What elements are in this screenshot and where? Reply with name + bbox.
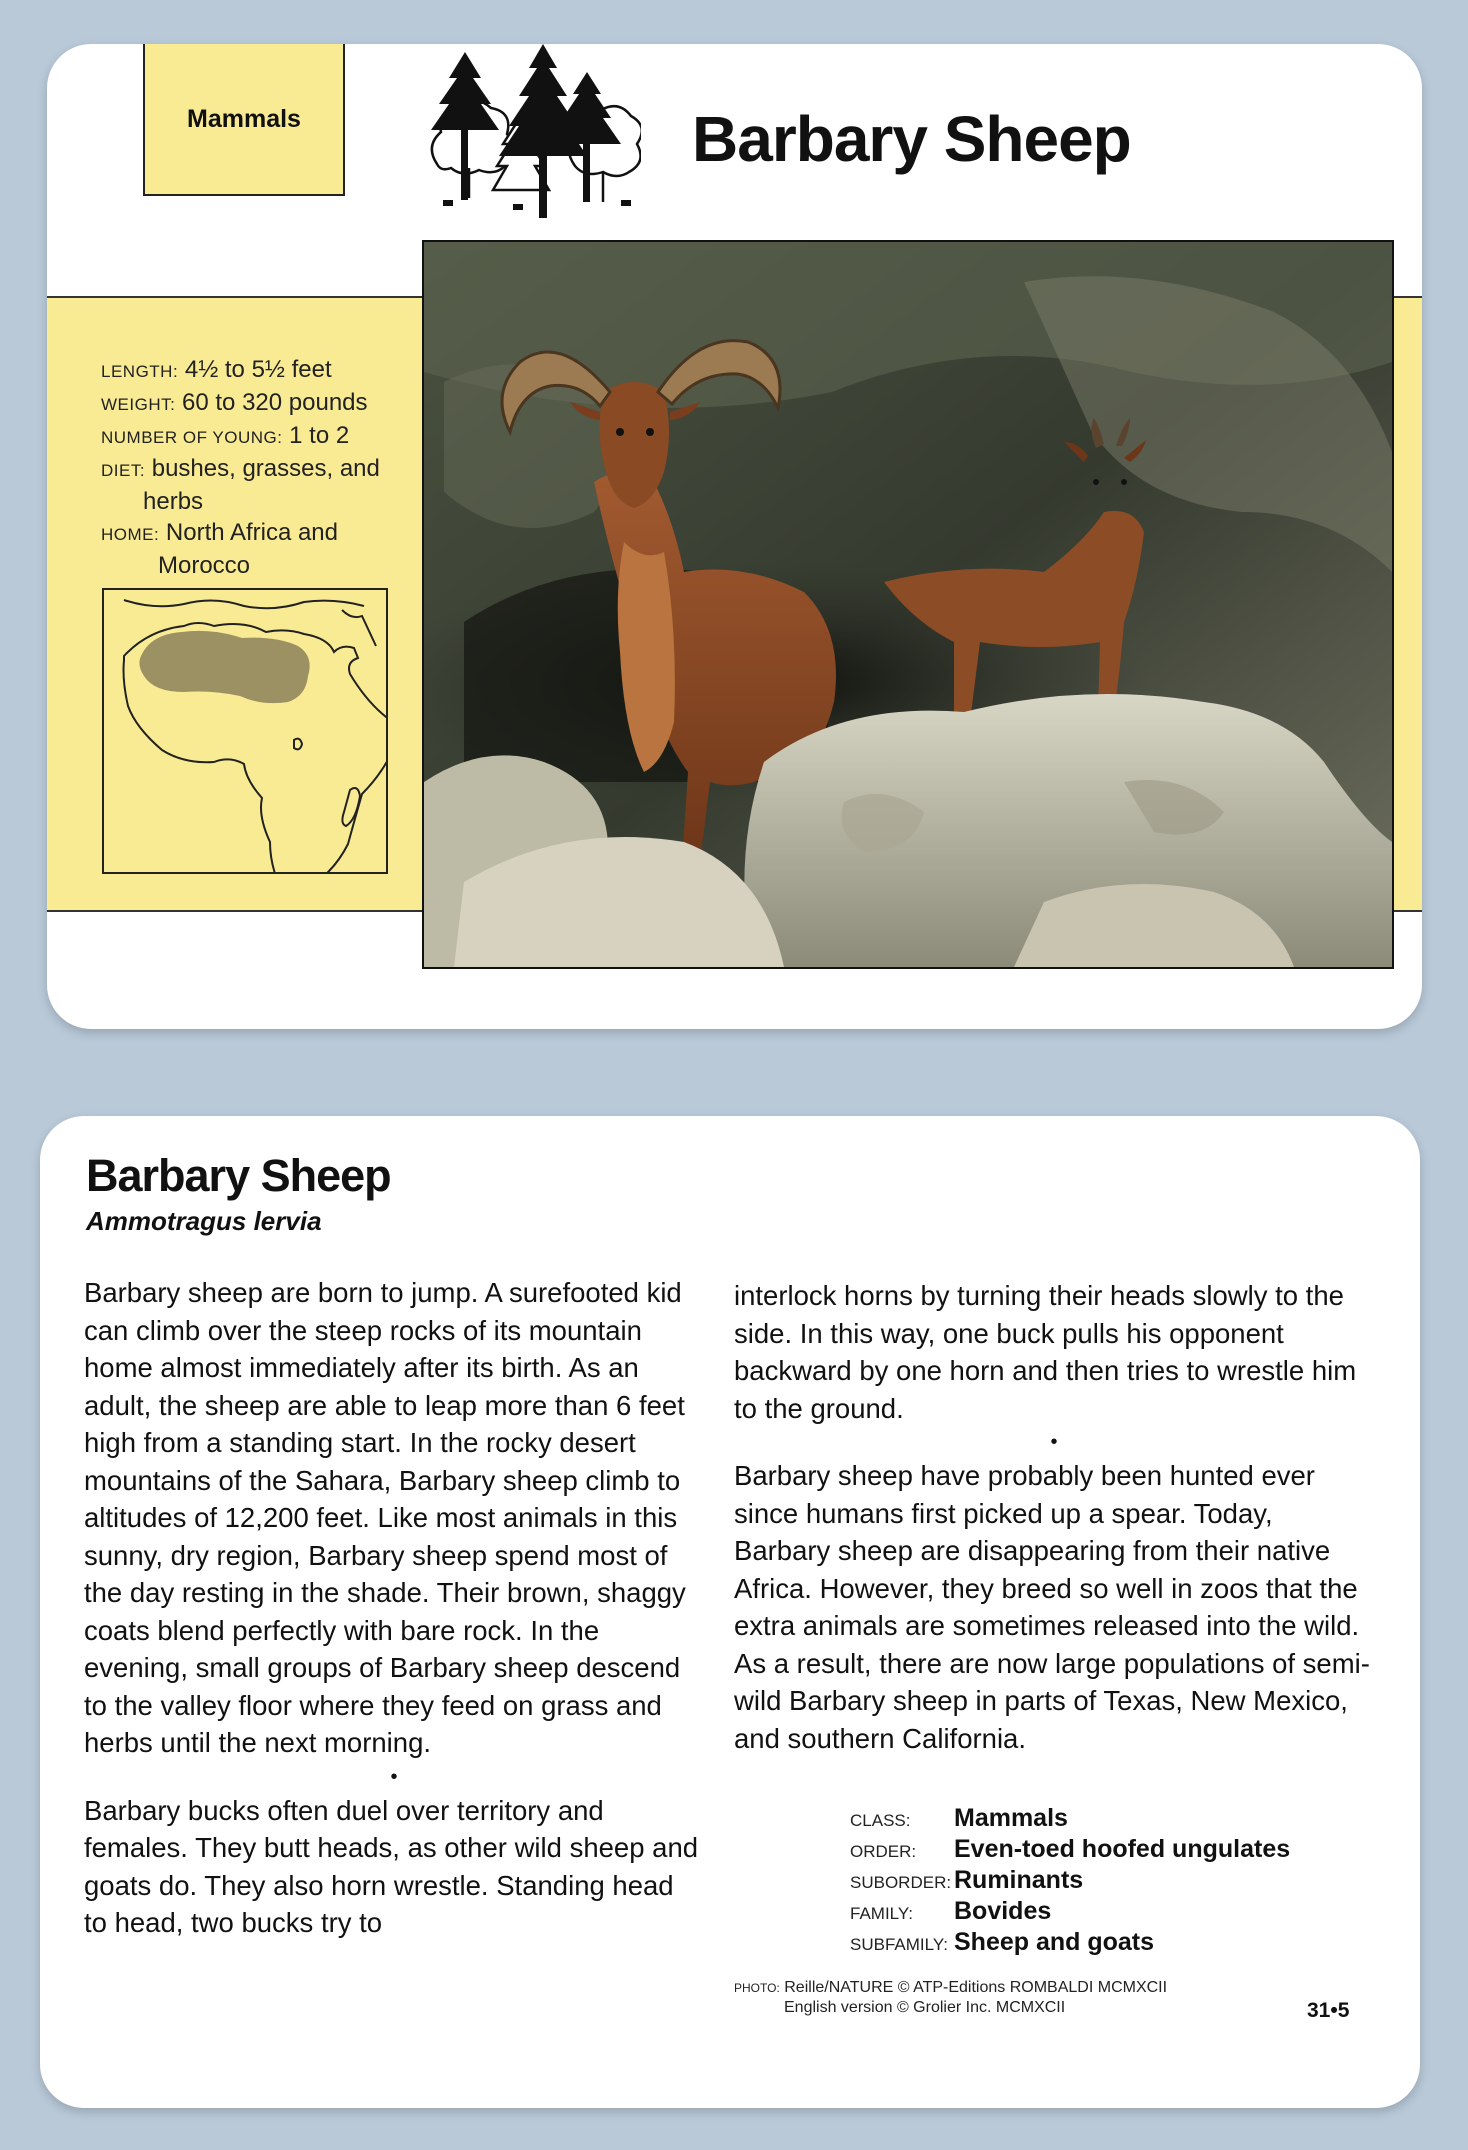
back-card	[40, 1116, 1420, 2108]
paragraph: Barbary sheep are born to jump. A surefooted kid can climb over the steep rocks of its mountain home almost immediately after its birth. As an adult, the sheep are able to leap more than 6 feet high from a standing start. In the rocky desert mountains of the Sahara, Barbary sheep climb to altitudes of 12,200 feet. Like most animals in this sunny, dry region, Barbary sheep spend most of the day resting in the shade. Their brown, shaggy coats blend perfectly with bare rock. In the evening, small groups of Barbary sheep descend to the valley floor where they feed on grass and herbs until the next morning.	[84, 1277, 686, 1758]
section-bullet: •	[390, 1765, 398, 1788]
category-text: Mammals	[187, 104, 301, 133]
front-title: Barbary Sheep	[692, 103, 1131, 175]
photo-label: PHOTO:	[734, 1981, 780, 1995]
class-value: Mammals	[954, 1804, 1068, 1832]
young-label: NUMBER OF YOUNG:	[101, 428, 283, 447]
paragraph: Barbary bucks often duel over territory and females. They butt heads, as other wild sheep and goats do. They also horn wrestle. Standing head to head, two bucks try to	[84, 1794, 699, 1938]
order-label: ORDER:	[850, 1842, 917, 1861]
fact-length	[101, 354, 401, 387]
classification-row	[850, 1866, 1290, 1897]
weight-value: 60 to 320 pounds	[182, 389, 368, 416]
diet-label: DIET:	[101, 461, 146, 480]
suborder-value: Ruminants	[954, 1866, 1084, 1894]
home-value-2: Morocco	[158, 552, 251, 579]
credit-line-1	[734, 1978, 1167, 1998]
paragraph: Barbary sheep have probably been hunted ever since humans first picked up a spear. Today, Barbary sheep are disappearing from their native Africa. However, they breed so well in zoos that the extra animals are sometimes released into the wild. As a result, there are now large populations of semi-wild Barbary sheep in parts of Texas, New Mexico, and southern California.	[734, 1460, 1370, 1754]
forest-habitat-icon	[425, 44, 641, 224]
family-value: Bovides	[954, 1897, 1052, 1925]
category-label	[143, 44, 345, 196]
family-label: FAMILY:	[850, 1904, 913, 1923]
fact-weight	[101, 387, 401, 420]
diet-value-1: bushes, grasses, and	[151, 455, 380, 482]
africa-range-map	[102, 588, 388, 874]
card-number: 31•5	[1307, 1999, 1350, 2022]
order-value: Even-toed hoofed ungulates	[954, 1835, 1291, 1863]
credit-line-2: English version © Grolier Inc. MCMXCII	[784, 1999, 1066, 2016]
length-label: LENGTH:	[101, 362, 179, 381]
suborder-label: SUBORDER:	[850, 1873, 952, 1892]
young-value: 1 to 2	[289, 422, 350, 449]
paragraph: interlock horns by turning their heads slowly to the side. In this way, one buck pulls his opponent backward by one horn and then tries to wrestle him to the ground.	[734, 1280, 1357, 1424]
back-title: Barbary Sheep	[86, 1150, 391, 1201]
class-label: CLASS:	[850, 1811, 911, 1830]
credit-text-1: Reille/NATURE © ATP-Editions ROMBALDI MCMXCII	[784, 1979, 1168, 1996]
section-bullet: •	[1050, 1431, 1058, 1453]
fact-young	[101, 420, 401, 453]
home-value-1: North Africa and	[165, 519, 338, 546]
barbary-sheep-photo	[422, 240, 1394, 969]
text-column-right	[734, 1277, 1374, 1757]
classification-row	[850, 1928, 1290, 1959]
subfamily-label: SUBFAMILY:	[850, 1935, 948, 1954]
classification-row	[850, 1835, 1290, 1866]
photo-credits	[734, 1978, 1167, 2018]
classification-row	[850, 1897, 1290, 1928]
weight-label: WEIGHT:	[101, 395, 176, 414]
text-column-left	[84, 1274, 704, 1942]
scientific-name: Ammotragus lervia	[86, 1206, 322, 1236]
fact-diet	[101, 453, 401, 486]
home-label: HOME:	[101, 525, 160, 544]
diet-value-2: herbs	[143, 488, 204, 515]
length-value: 4½ to 5½ feet	[184, 356, 332, 383]
classification-table	[850, 1804, 1290, 1959]
front-card	[47, 44, 1422, 1029]
classification-row	[850, 1804, 1290, 1835]
fact-list	[101, 354, 401, 581]
fact-home	[101, 517, 401, 550]
subfamily-value: Sheep and goats	[954, 1928, 1155, 1956]
